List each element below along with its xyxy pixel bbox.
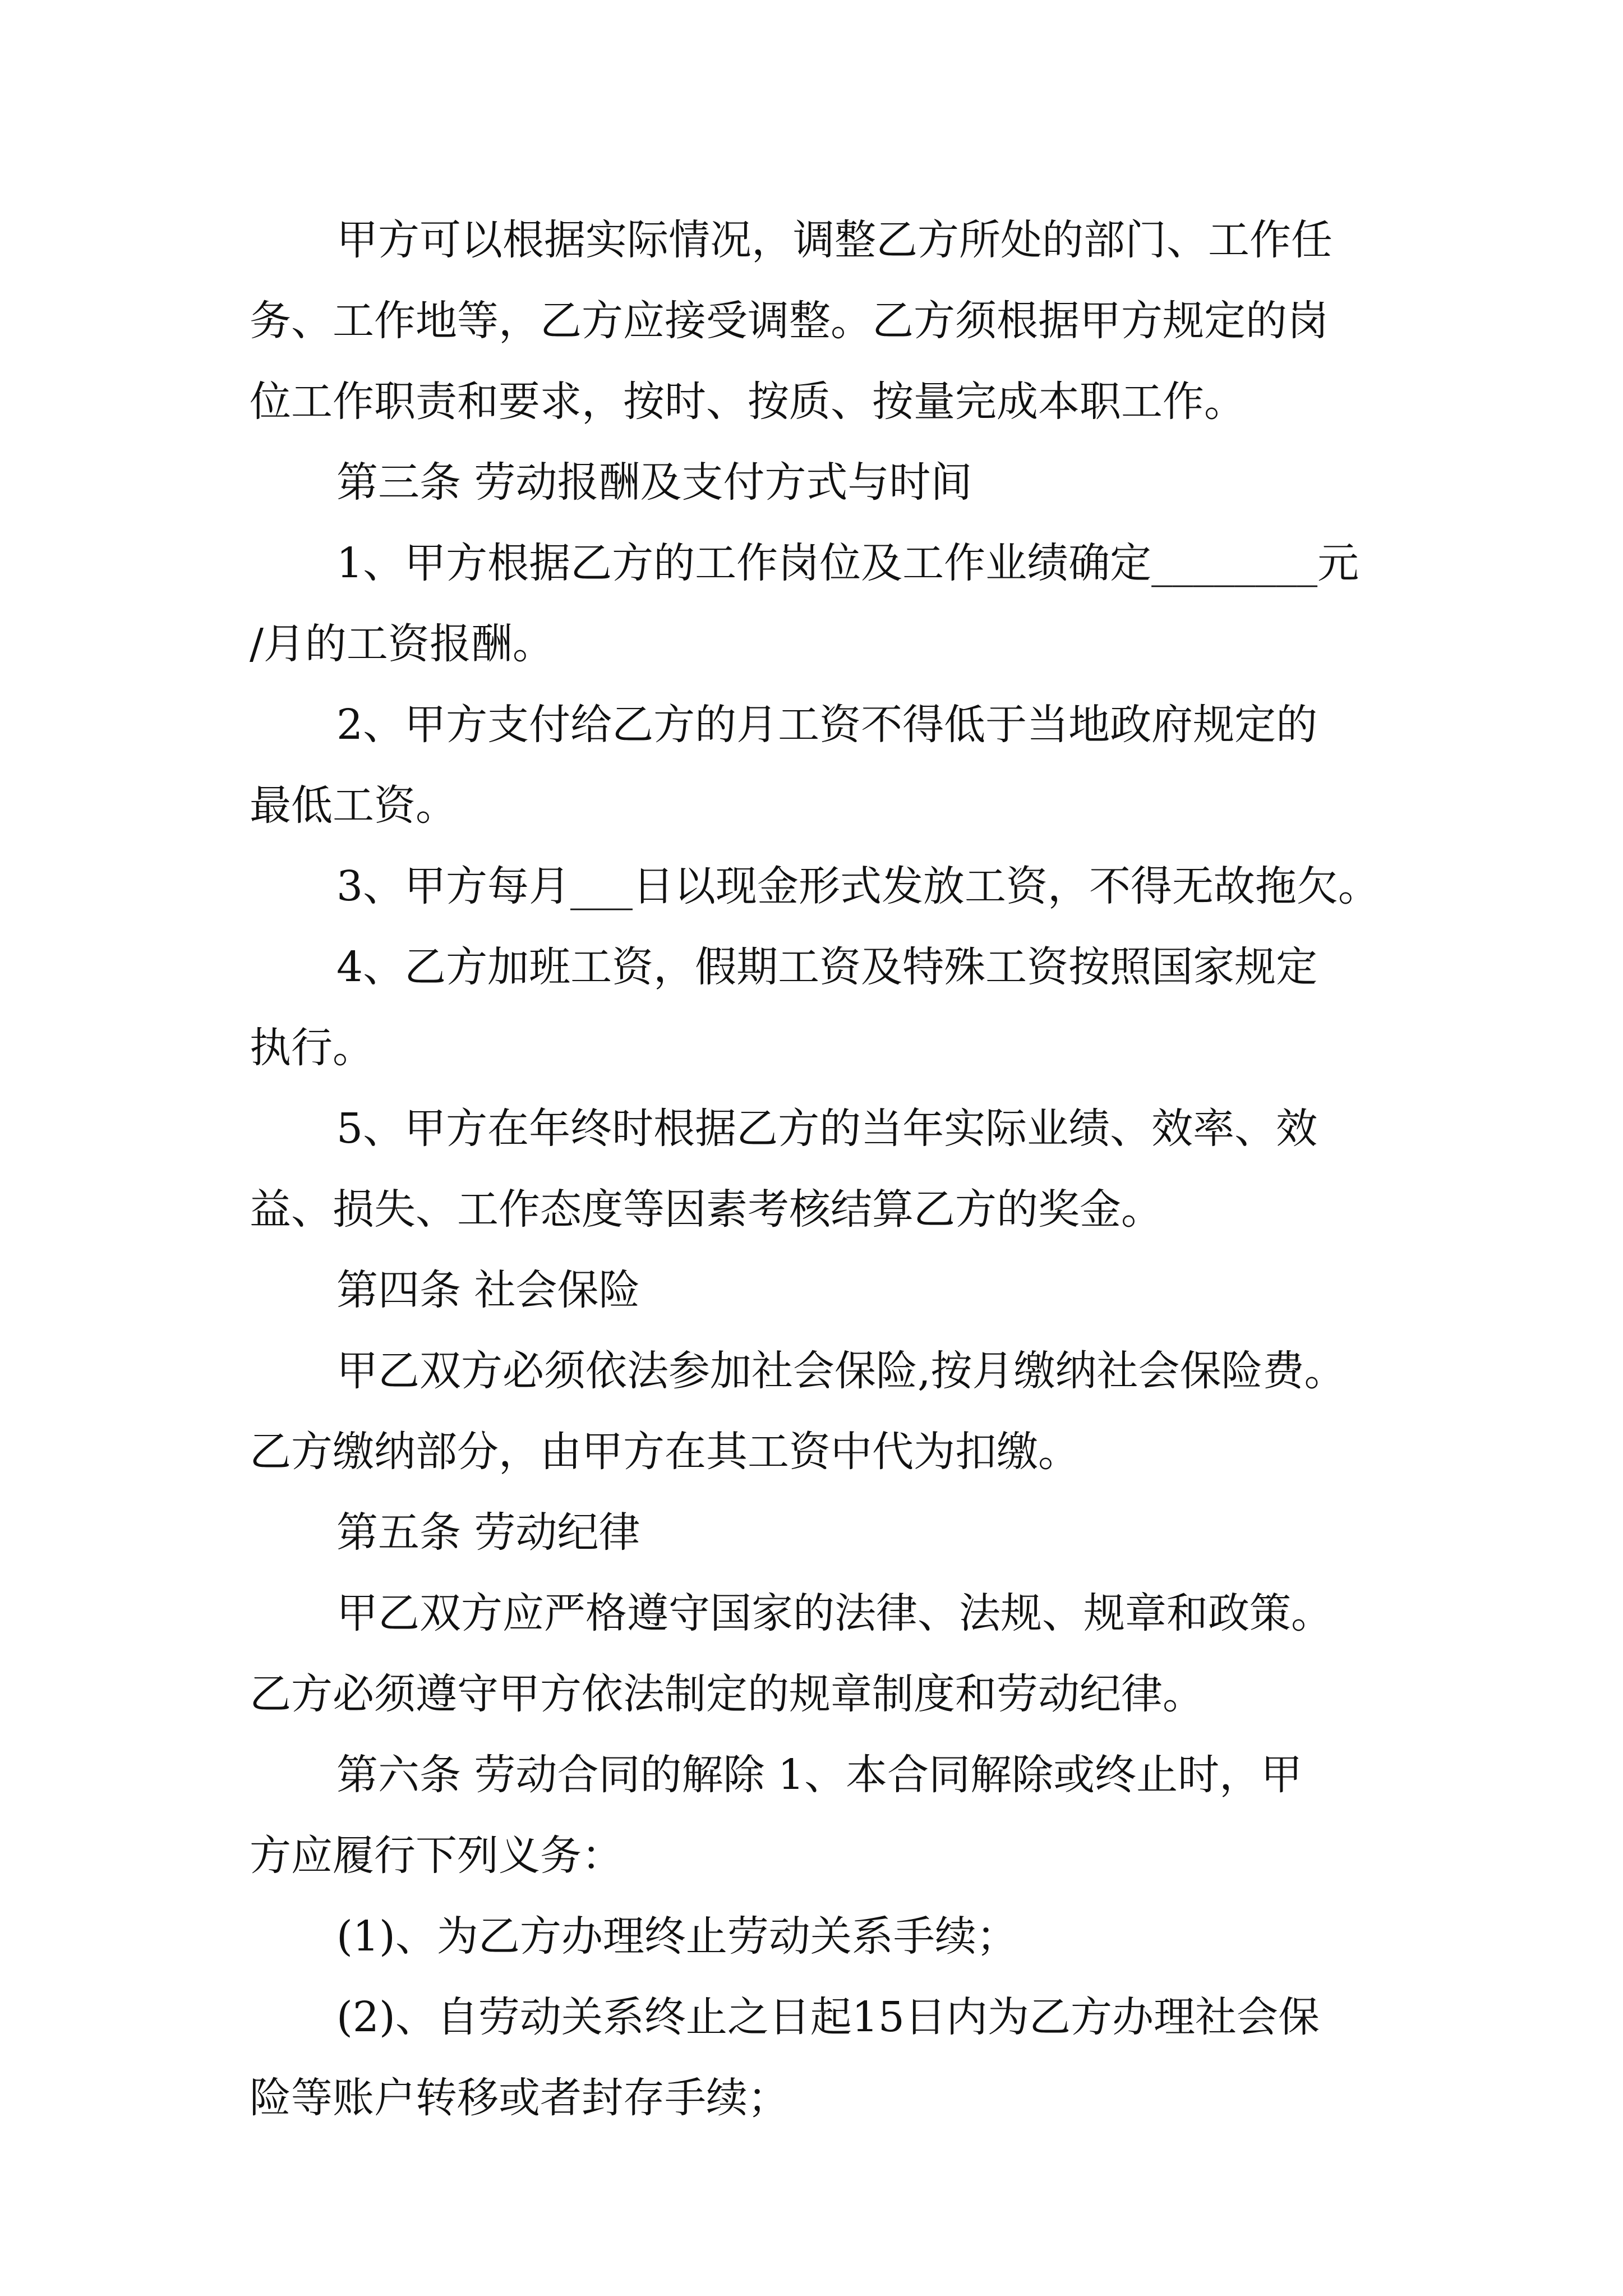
paragraph-text: 方应履行下列义务： (250, 1832, 623, 1880)
text-line (0, 772, 1623, 839)
text-line (0, 1014, 1623, 1082)
paragraph-text: 甲乙双方应严格遵守国家的法律、法规、规章和政策。 (336, 1589, 1332, 1637)
paragraph-text: 位工作职责和要求，按时、按质、按量完成本职工作。 (250, 378, 1246, 426)
paragraph-text: (2)、自劳动关系终止之日起15日内为乙方办理社会保 (336, 1993, 1320, 2041)
text-line (0, 287, 1623, 355)
paragraph-text: 4、乙方加班工资，假期工资及特殊工资按照国家规定 (336, 943, 1318, 991)
paragraph-text: 甲乙双方必须依法参加社会保险,按月缴纳社会保险费。 (336, 1347, 1346, 1395)
paragraph-text: 2、甲方支付给乙方的月工资不得低于当地政府规定的 (336, 701, 1318, 749)
text-line (0, 1660, 1623, 1728)
section-heading: 第五条 劳动纪律 (336, 1508, 640, 1557)
paragraph-text: 乙方必须遵守甲方依法制定的规章制度和劳动纪律。 (250, 1670, 1204, 1718)
paragraph-text: 益、损失、工作态度等因素考核结算乙方的奖金。 (250, 1185, 1163, 1234)
paragraph-text: 险等账户转移或者封存手续； (250, 2074, 789, 2122)
text-line (0, 449, 1623, 516)
paragraph-text: 务、工作地等，乙方应接受调整。乙方须根据甲方规定的岗 (250, 297, 1329, 345)
text-line (0, 1903, 1623, 1970)
text-line (0, 1176, 1623, 1243)
section-heading: 第六条 劳动合同的解除 1、本合同解除或终止时，甲 (336, 1751, 1303, 1799)
paragraph-text: 乙方缴纳部分，由甲方在其工资中代为扣缴。 (250, 1428, 1080, 1476)
text-line (0, 1499, 1623, 1566)
paragraph-text: 1、甲方根据乙方的工作岗位及工作业绩确定________元 (336, 539, 1359, 587)
text-line (0, 691, 1623, 758)
text-line (0, 1257, 1623, 1324)
text-line (0, 1580, 1623, 1647)
paragraph-text: (1)、为乙方办理终止劳动关系手续； (336, 1912, 1018, 1961)
text-line (0, 610, 1623, 678)
text-line (0, 933, 1623, 1001)
text-line (0, 1418, 1623, 1485)
paragraph-text: 最低工资。 (250, 781, 457, 830)
text-line (0, 206, 1623, 274)
text-line (0, 1337, 1623, 1405)
text-line (0, 853, 1623, 920)
text-line (0, 2064, 1623, 2132)
text-line (0, 1095, 1623, 1162)
text-line (0, 1984, 1623, 2051)
paragraph-text: 执行。 (250, 1024, 374, 1072)
text-line (0, 1741, 1623, 1809)
text-line (0, 530, 1623, 597)
paragraph-text: 甲方可以根据实际情况，调整乙方所处的部门、工作任 (336, 216, 1332, 264)
text-line (0, 368, 1623, 435)
paragraph-text: /月的工资报酬。 (250, 620, 554, 668)
paragraph-text: 5、甲方在年终时根据乙方的当年实际业绩、效率、效 (336, 1105, 1318, 1153)
section-heading: 第四条 社会保险 (336, 1266, 640, 1314)
paragraph-text: 3、甲方每月___日以现金形式发放工资，不得无故拖欠。 (336, 862, 1380, 910)
section-heading: 第三条 劳动报酬及支付方式与时间 (336, 458, 972, 507)
text-line (0, 1822, 1623, 1889)
